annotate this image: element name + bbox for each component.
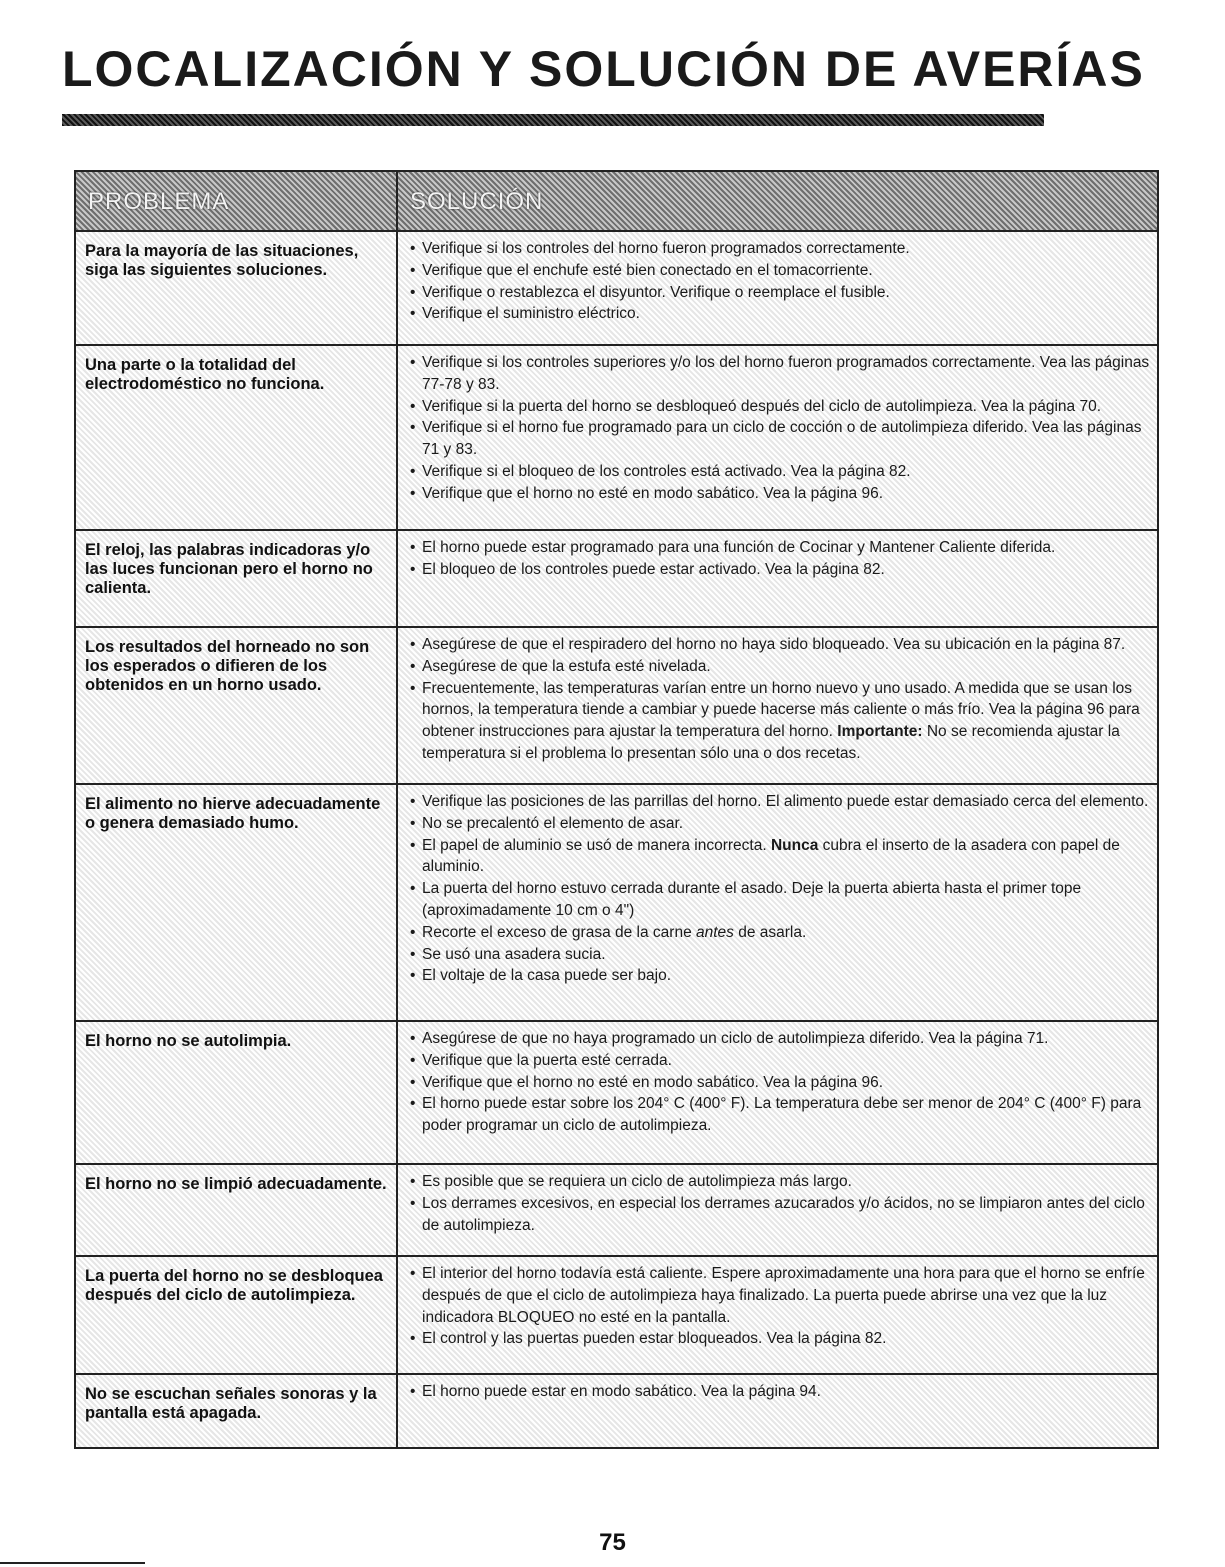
table-row bbox=[76, 1375, 1157, 1447]
solution-item: • El horno puede estar sobre los 204° C (400° F). La temperatura debe ser menor de 204° C (400° F) para poder programar un ciclo de autolimpieza. bbox=[410, 1093, 1155, 1137]
problem-cell: El horno no se limpió adecuadamente. bbox=[85, 1175, 387, 1193]
solution-item: • Verifique el suministro eléctrico. bbox=[410, 303, 1155, 325]
problem-cell: Los resultados del horneado no son los esperados o difieren de los obtenidos en un horno usado. bbox=[85, 638, 370, 694]
table-row bbox=[76, 232, 1157, 346]
solution-item: • El horno puede estar en modo sabático. Vea la página 94. bbox=[410, 1381, 1155, 1403]
solution-item: • El horno puede estar programado para una función de Cocinar y Mantener Caliente diferida. bbox=[410, 537, 1155, 559]
solution-item bbox=[410, 922, 1155, 944]
problem-cell: Una parte o la totalidad del electrodoméstico no funciona. bbox=[85, 356, 325, 393]
solution-item: • Asegúrese de que no haya programado un ciclo de autolimpieza diferido. Vea la página 71. bbox=[410, 1028, 1155, 1050]
title-rule bbox=[62, 114, 1044, 126]
table-header bbox=[76, 172, 1157, 232]
solution-item: • No se precalentó el elemento de asar. bbox=[410, 813, 1155, 835]
solution-item bbox=[410, 835, 1155, 879]
solution-item: • Se usó una asadera sucia. bbox=[410, 944, 1155, 966]
solution-text: El papel de aluminio se usó de manera incorrecta. bbox=[422, 836, 771, 854]
footer-rule bbox=[0, 1562, 145, 1564]
table-row bbox=[76, 1165, 1157, 1257]
solution-item: • Verifique que el horno no esté en modo sabático. Vea la página 96. bbox=[410, 483, 1155, 505]
important-label: Importante: bbox=[837, 723, 923, 741]
problem-cell: El reloj, las palabras indicadoras y/o las luces funcionan pero el horno no calienta. bbox=[85, 541, 373, 597]
solution-cell bbox=[396, 628, 1157, 783]
problem-cell: No se escuchan señales sonoras y la pantalla está apagada. bbox=[85, 1385, 377, 1422]
solution-text: de asarla. bbox=[733, 923, 807, 941]
problem-cell: El horno no se autolimpia. bbox=[85, 1032, 292, 1050]
page-number: 75 bbox=[599, 1529, 626, 1556]
table-row bbox=[76, 346, 1157, 531]
page-title: LOCALIZACIÓN Y SOLUCIÓN DE AVERÍAS bbox=[62, 41, 1145, 97]
solution-item: • Verifique que el horno no esté en modo sabático. Vea la página 96. bbox=[410, 1072, 1155, 1094]
solution-cell bbox=[396, 785, 1157, 1020]
solution-item: • El voltaje de la casa puede ser bajo. bbox=[410, 965, 1155, 987]
solution-item: • El interior del horno todavía está caliente. Espere aproximadamente una hora para que el horno se enfríe después de que el ciclo de autolimpieza haya finalizado. La puerta puede abrirse una vez que la luz indicadora BLOQUEO no esté en la pantalla. bbox=[410, 1263, 1155, 1328]
solution-item: • Verifique si los controles superiores y/o los del horno fueron programados correctamente. Vea las páginas 77-78 y 83. bbox=[410, 352, 1155, 396]
table-row bbox=[76, 785, 1157, 1022]
solution-cell bbox=[396, 1257, 1157, 1373]
solution-item: • Verifique si el bloqueo de los controles está activado. Vea la página 82. bbox=[410, 461, 1155, 483]
solution-item bbox=[410, 678, 1155, 765]
solution-item: • Verifique si los controles del horno fueron programados correctamente. bbox=[410, 238, 1155, 260]
header-problem: PROBLEMA bbox=[88, 188, 230, 215]
solution-cell bbox=[396, 1375, 1157, 1447]
solution-item: • Es posible que se requiera un ciclo de autolimpieza más largo. bbox=[410, 1171, 1155, 1193]
solution-text: Frecuentemente, las temperaturas varían entre un horno nuevo y uno usado. A medida que se usan los hornos, la temperatura tiende a cambiar y puede hacerse más caliente o más frío. Vea la página 96 para obtener instrucciones para ajustar la temperatura del horno. bbox=[422, 679, 1140, 741]
solution-item: • La puerta del horno estuvo cerrada durante el asado. Deje la puerta abierta hasta el primer tope (aproximadamente 10 cm o 4") bbox=[410, 878, 1155, 922]
solution-item: • Verifique las posiciones de las parrillas del horno. El alimento puede estar demasiado cerca del elemento. bbox=[410, 791, 1155, 813]
solution-item: • Los derrames excesivos, en especial los derrames azucarados y/o ácidos, no se limpiaron antes del ciclo de autolimpieza. bbox=[410, 1193, 1155, 1237]
header-solution: SOLUCIÓN bbox=[396, 172, 1157, 230]
problem-cell: El alimento no hierve adecuadamente o genera demasiado humo. bbox=[85, 795, 381, 832]
solution-text: No se recomienda ajustar la temperatura si el problema lo presentan sólo una o dos recetas. bbox=[422, 723, 1120, 762]
nunca-label: Nunca bbox=[770, 836, 819, 854]
solution-cell bbox=[396, 1022, 1157, 1163]
troubleshooting-table bbox=[74, 170, 1159, 1449]
solution-cell bbox=[396, 232, 1157, 344]
solution-cell bbox=[396, 531, 1157, 626]
solution-item: • Verifique o restablezca el disyuntor. Verifique o reemplace el fusible. bbox=[410, 282, 1155, 304]
solution-item: • Asegúrese de que el respiradero del horno no haya sido bloqueado. Vea su ubicación en la página 87. bbox=[410, 634, 1155, 656]
solution-cell bbox=[396, 1165, 1157, 1255]
solution-text: cubra el inserto de la asadera con papel de aluminio. bbox=[422, 836, 1120, 876]
table-row bbox=[76, 531, 1157, 628]
solution-item: • Verifique que el enchufe esté bien conectado en el tomacorriente. bbox=[410, 260, 1155, 282]
antes-label: antes bbox=[696, 923, 734, 941]
problem-cell: Para la mayoría de las situaciones, siga las siguientes soluciones. bbox=[85, 242, 359, 279]
solution-item: • El control y las puertas pueden estar bloqueados. Vea la página 82. bbox=[410, 1328, 1155, 1350]
table-row bbox=[76, 1257, 1157, 1375]
solution-text: Recorte el exceso de grasa de la carne bbox=[422, 923, 696, 941]
solution-item: • Verifique que la puerta esté cerrada. bbox=[410, 1050, 1155, 1072]
problem-cell: La puerta del horno no se desbloquea después del ciclo de autolimpieza. bbox=[85, 1267, 383, 1304]
solution-item: • Asegúrese de que la estufa esté nivelada. bbox=[410, 656, 1155, 678]
solution-item: • Verifique si el horno fue programado para un ciclo de cocción o de autolimpieza diferido. Vea las páginas 71 y 83. bbox=[410, 417, 1155, 461]
solution-cell bbox=[396, 346, 1157, 529]
solution-item: • Verifique si la puerta del horno se desbloqueó después del ciclo de autolimpieza. Vea la página 70. bbox=[410, 396, 1155, 418]
table-row bbox=[76, 628, 1157, 785]
solution-item: • El bloqueo de los controles puede estar activado. Vea la página 82. bbox=[410, 559, 1155, 581]
table-row bbox=[76, 1022, 1157, 1165]
